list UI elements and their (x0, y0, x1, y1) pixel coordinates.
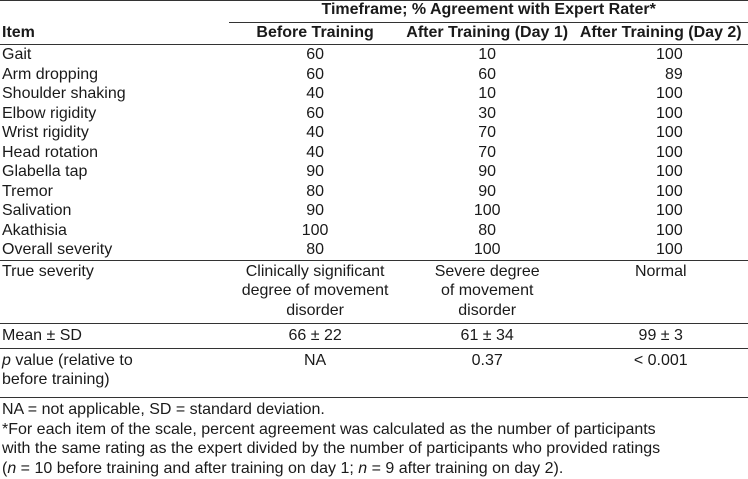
table-row (0, 123, 748, 143)
table-row (0, 182, 748, 202)
abbreviation-note: NA = not applicable, SD = standard deviation. (2, 401, 325, 418)
table-row (0, 162, 748, 182)
footnote-line: (n = 10 before training and after training on day 1; n = 9 after training on day 2). (2, 459, 564, 477)
true-severity-before-line: disorder (286, 301, 344, 319)
before-cell: 90 (306, 202, 324, 219)
mean-sd-before: 66 ± 22 (229, 324, 401, 349)
day1-cell: 100 (401, 240, 574, 260)
p-value-label-line1 (2, 351, 229, 371)
day2-cell (573, 45, 748, 65)
table-notes (2, 400, 746, 478)
true-severity-day1-line: of movement (440, 282, 534, 299)
header-after-day2: After Training (Day 2) (573, 23, 748, 45)
before-cell: 100 (301, 221, 329, 239)
day2-cell (573, 104, 748, 124)
before-cell: 90 (306, 163, 324, 180)
before-cell: 80 (229, 240, 401, 260)
day2-value: 100 (656, 124, 683, 141)
day1-cell: 90 (478, 163, 497, 180)
day2-value: 100 (656, 46, 683, 63)
day2-value: 100 (656, 143, 683, 161)
true-severity-day2: Normal (573, 260, 748, 324)
mean-sd-label: Mean ± SD (0, 324, 229, 349)
before-cell: 40 (306, 143, 324, 161)
n-symbol: n (7, 459, 17, 477)
p-value-row (0, 348, 748, 390)
p-value-before: NA (303, 351, 327, 369)
p-value-day2: < 0.001 (633, 351, 688, 369)
bottom-rule (0, 397, 748, 398)
day1-cell: 10 (478, 85, 497, 102)
day1-cell: 90 (478, 182, 497, 200)
p-value-label-rest: value (relative to (10, 351, 133, 369)
day2-cell (573, 162, 748, 182)
item-cell: Wrist rigidity (2, 124, 89, 141)
table-row (0, 65, 748, 85)
true-severity-day1 (401, 260, 574, 324)
day2-value: 100 (656, 85, 683, 102)
before-cell: 80 (306, 182, 324, 200)
footnote-line: *For each item of the scale, percent agreement was calculated as the number of participants (2, 420, 656, 438)
day2-value: 100 (656, 221, 683, 239)
true-severity-before (229, 260, 401, 324)
before-cell: 60 (306, 46, 324, 63)
mean-sd-day2: 99 ± 3 (573, 324, 748, 349)
true-severity-before-line: Clinically significant (245, 262, 385, 280)
header-group-label: Timeframe; % Agreement with Expert Rater* (229, 0, 748, 23)
item-cell: Arm dropping (2, 65, 99, 83)
footnote-text: = 10 before training and after training on day 1; (16, 459, 359, 477)
day1-cell: 30 (478, 104, 497, 122)
before-cell: 40 (306, 124, 324, 141)
day1-cell: 10 (478, 46, 497, 63)
item-cell: Tremor (2, 182, 53, 200)
true-severity-label: True severity (0, 260, 229, 324)
day2-cell (573, 201, 748, 221)
day1-cell: 70 (478, 124, 497, 141)
true-severity-row (0, 260, 748, 324)
day2-cell (573, 182, 748, 202)
footnote-line: with the same rating as the expert divided by the number of participants who provided ratings (2, 440, 661, 457)
item-cell: Akathisia (2, 221, 67, 239)
p-value-label-line2: before training) (2, 371, 110, 388)
day2-cell (573, 221, 748, 241)
day2-cell (573, 143, 748, 163)
footnote-text: = 9 after training on day 2). (367, 459, 564, 477)
mean-sd-day1: 61 ± 34 (401, 324, 574, 349)
day2-value: 100 (656, 182, 683, 200)
item-cell: Head rotation (2, 143, 99, 161)
p-value-day1: 0.37 (471, 351, 503, 369)
n-symbol: n (358, 459, 368, 477)
mean-sd-row (0, 324, 748, 349)
before-cell: 60 (306, 65, 324, 83)
day1-cell: 80 (478, 221, 497, 239)
day2-value: 100 (656, 241, 683, 258)
day1-cell: 60 (478, 65, 497, 83)
p-symbol: p (2, 351, 11, 369)
day1-cell: 70 (478, 143, 497, 161)
table-row (0, 104, 748, 124)
day2-cell (573, 240, 748, 260)
true-severity-day1-line: Severe degree (434, 262, 540, 280)
day2-cell (573, 123, 748, 143)
table-row (0, 201, 748, 221)
p-value-label (0, 348, 229, 390)
day2-value: 100 (656, 104, 683, 122)
day2-cell (573, 65, 748, 85)
item-cell: Salivation (2, 202, 72, 219)
true-severity-day1-line: disorder (458, 301, 517, 319)
table-row (0, 143, 748, 163)
header-row-group (0, 0, 748, 23)
day2-value: 89 (664, 65, 683, 83)
header-empty-cell (0, 0, 229, 23)
table-row (0, 221, 748, 241)
item-cell: Gait (2, 46, 32, 63)
day2-value: 100 (656, 163, 683, 180)
day2-value: 100 (656, 202, 683, 219)
true-severity-before-line: degree of movement (241, 282, 389, 299)
table-row (0, 45, 748, 65)
table-row (0, 84, 748, 104)
before-cell: 60 (306, 104, 324, 122)
item-cell: Shoulder shaking (2, 85, 126, 102)
before-cell: 40 (306, 85, 324, 102)
header-after-day1: After Training (Day 1) (401, 23, 574, 45)
item-cell: Glabella tap (2, 163, 88, 180)
header-item: Item (0, 23, 229, 45)
header-before-training: Before Training (229, 23, 401, 45)
day1-cell: 100 (473, 202, 501, 219)
header-row-columns (0, 23, 748, 45)
day2-cell (573, 84, 748, 104)
table-row (0, 240, 748, 260)
item-cell: Overall severity (0, 240, 229, 260)
item-cell: Elbow rigidity (2, 104, 97, 122)
